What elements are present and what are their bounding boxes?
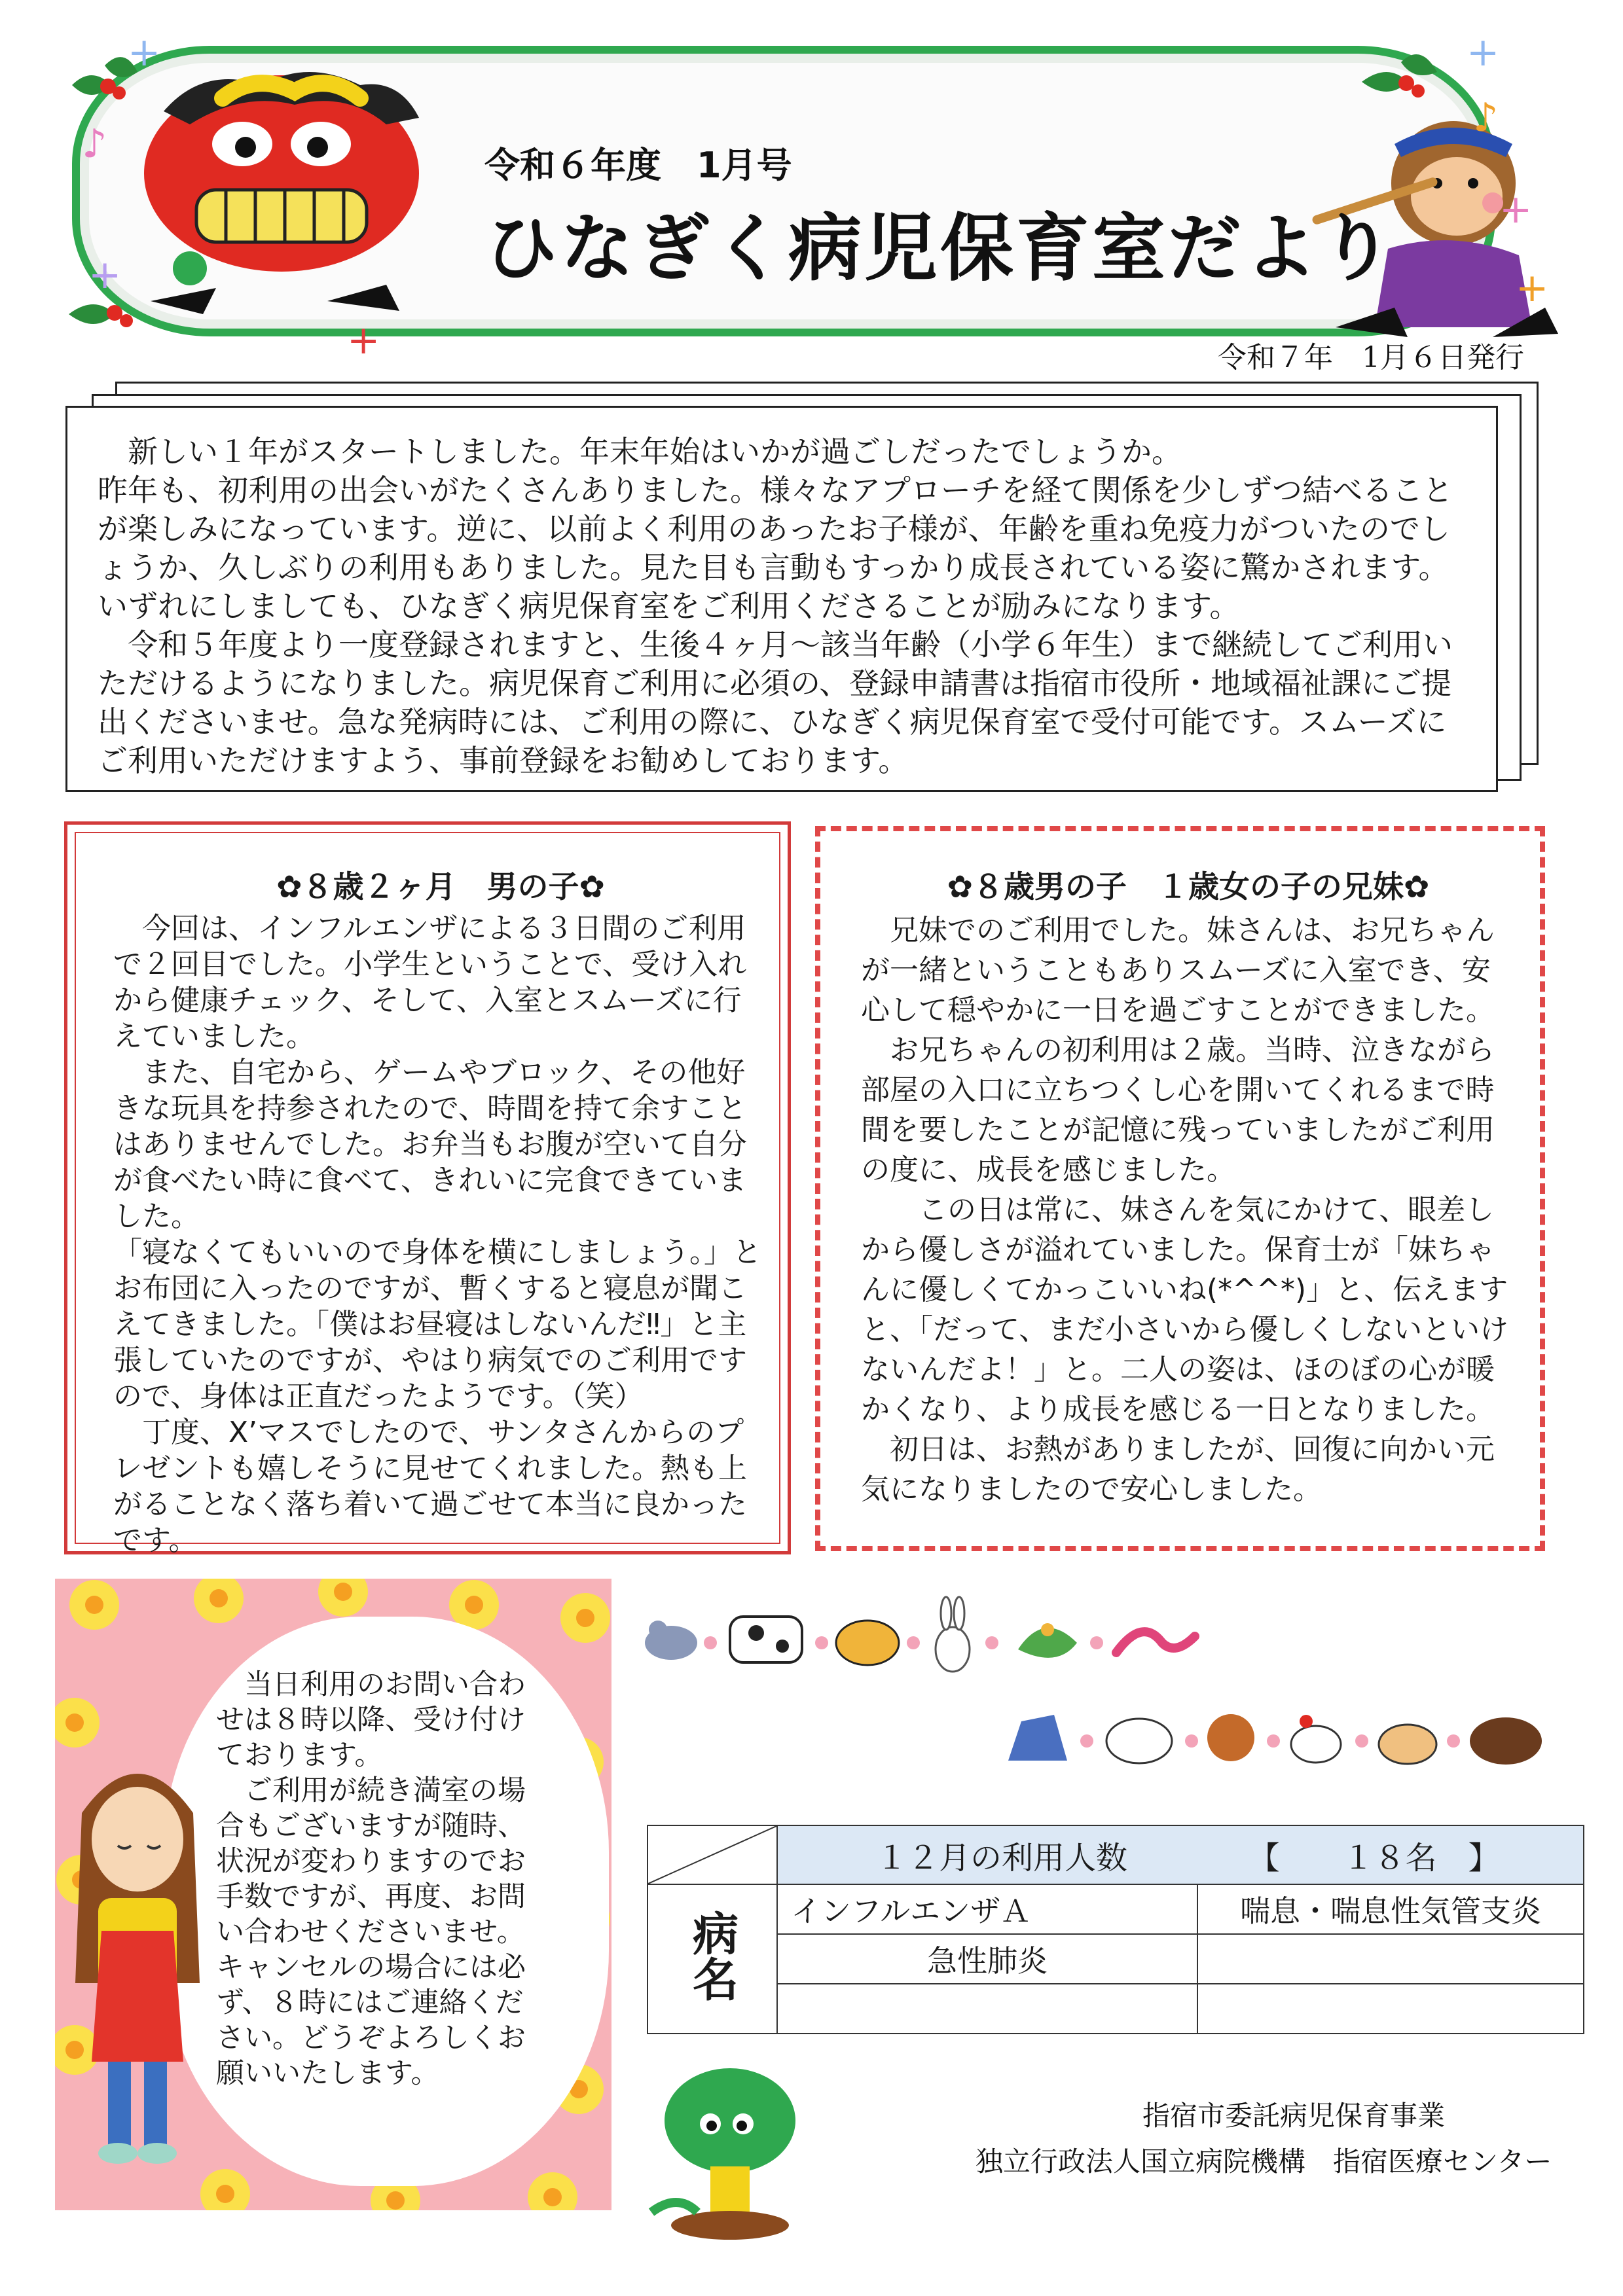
usage-header-cell [777, 1825, 1584, 1884]
intro-box [65, 406, 1498, 792]
notice-paragraph: 当日利用のお問い合わせは８時以降、受け付けております。 [216, 1668, 526, 1772]
zodiac-animals-row-2 [995, 1689, 1597, 1780]
tiger-icon [836, 1621, 899, 1665]
intro-paragraph: 新しい１年がスタートしました。年末年始はいかが過ごしだったでしょうか。 [98, 434, 1182, 469]
story-paragraph: 今回は、インフルエンザによる３日間のご利用で２回目でした。小学生ということで、受け入れから健康チェック、そして、入室とスムーズに行えていました。 [113, 912, 747, 1053]
rat-icon [645, 1621, 697, 1660]
dog-icon [1379, 1725, 1436, 1764]
story-paragraph: お兄ちゃんの初利用は２歳。当時、泣きながら部屋の入口に立ちつくし心を開いてくれるまで時間を要したことが記憶に残っていましたがご利用の度に、成長を感じました。 [861, 1033, 1495, 1187]
horse-icon [1008, 1715, 1067, 1761]
svg-text:+: + [347, 317, 380, 363]
svg-text:♪: ♪ [82, 121, 107, 167]
disease-cell: インフルエンザＡ [777, 1884, 1197, 1934]
disease-header-cell [647, 1884, 777, 2034]
disease-cell [1197, 1984, 1584, 2034]
intro-paragraph: 令和５年度より一度登録されますと、生後４ヶ月～該当年齢（小学６年生）まで継続してご利用いただけるようになりました。病児保育ご利用に必須の、登録申請書は指宿市役所・地域福祉課にご提出くださいませ。急な発病時には、ご利用の際に、ひなぎく病児保育室で受付可能です。スムーズにご利用いただけますよう、事前登録をお勧めしております。 [98, 627, 1453, 778]
svg-text:+: + [1516, 265, 1549, 311]
issue-label: 令和６年度 1月号 [484, 145, 792, 186]
svg-text:+: + [128, 29, 161, 75]
story-left-title: ✿８歳２ヶ月 男の子✿ [276, 869, 605, 905]
disease-cell [777, 1984, 1197, 2034]
story-right-title: ✿８歳男の子 １歳女の子の兄妹✿ [947, 869, 1430, 905]
snake-icon [1116, 1632, 1195, 1653]
disease-cell: 喘息・喘息性気管支炎 [1197, 1884, 1584, 1934]
story-paragraph: 初日は、お熱がありましたが、回復に向かい元気になりましたので安心しました。 [861, 1433, 1495, 1506]
story-paragraph: 兄妹でのご利用でした。妹さんは、お兄ちゃんが一緒ということもありスムーズに入室でき、安心して穏やかに一日を過ごすことができました。 [861, 914, 1495, 1027]
girl-bowing-illustration [62, 1734, 213, 2193]
story-right-box [815, 826, 1545, 1551]
svg-text:+: + [1499, 187, 1533, 232]
footer-line-1: 指宿市委託病児保育事業 [1142, 2100, 1446, 2132]
boar-icon [1470, 1717, 1542, 1765]
story-paragraph: 丁度、X’マスでしたので、サンタさんからのプレゼントも嬉しそうに見せてくれました。熱も上がることなく落ち着いて過ごせて本当に良かったです。 [113, 1416, 747, 1557]
issue-date: 令和７年 1月６日発行 [1218, 341, 1524, 374]
svg-text:+: + [88, 252, 122, 298]
footer-line-2: 独立行政法人国立病院機構 指宿医療センター [976, 2145, 1552, 2178]
svg-text:♪: ♪ [1473, 95, 1499, 141]
disease-header: 病名 [685, 1909, 739, 2001]
story-paragraph: 「寝なくてもいいので身体を横にしましょう。」とお布団に入ったのですが、暫くすると寝息が聞こえてきました。「僕はお昼寝はしないんだ‼」と主張していたのですが、やはり病気でのご利用ですので、身体は正直だったようです。（笑） [113, 1236, 761, 1413]
dragon-icon [1018, 1623, 1077, 1658]
story-paragraph: また、自宅から、ゲームやブロック、その他好きな玩具を持参されたので、時間を持て余すことはありませんでした。お弁当もお腹が空いて自分が食べたい時に食べて、きれいに完食できていました。 [113, 1056, 747, 1233]
usage-table [647, 1825, 1584, 2034]
newsletter-title: ひなぎく病児保育室だより [484, 206, 1396, 291]
rabbit-icon [936, 1597, 970, 1672]
table-corner-cell [647, 1825, 777, 1884]
intro-paragraph: 昨年も、初利用の出会いがたくさんありました。様々なアプローチを経て関係を少しずつ結べることが楽しみになっています。逆に、以前よく利用のあったお子様が、年齢を重ね免疫力がついたのでしょうか、久しぶりの利用もありました。見た目も言動もすっかり成長されている姿に驚かされます。いずれにしましても、ひなぎく病児保育室をご利用くださることが励みになります。 [98, 473, 1453, 624]
disease-cell: 急性肺炎 [777, 1934, 1197, 1984]
notice-paragraph: ご利用が続き満室の場合もございますが随時、状況が変わりますのでお手数ですが、再度、お問い合わせくださいませ。キャンセルの場合には必ず、８時にはご連絡ください。どうぞよろしくお願いいたします。 [216, 1774, 526, 2090]
story-paragraph: この日は常に、妹さんを気にかけて、眼差しから優しさが溢れていました。保育士が「妹ちゃんに優しくてかっこいいね(*^^*)」と、伝えますと、「だって、まだ小さいから優しくしないといけないんだよ！」と。二人の姿は、ほのぼの心が暖かくなり、より成長を感じる一日となりました。 [861, 1193, 1509, 1426]
tree-mascot-illustration [638, 2062, 815, 2245]
monkey-icon [1207, 1714, 1254, 1761]
diagonal-line [648, 1826, 776, 1884]
zodiac-animals-row-1 [638, 1590, 1241, 1682]
notice-text [216, 1667, 537, 2091]
story-left-box [64, 821, 791, 1557]
ox-icon [730, 1617, 802, 1662]
svg-text:+: + [1467, 29, 1500, 75]
disease-cell [1197, 1934, 1584, 1984]
usage-month-label: １２月の利用人数 [876, 1839, 1128, 1876]
sheep-icon [1106, 1719, 1172, 1763]
rooster-icon [1291, 1715, 1341, 1763]
usage-count: 【 １８名 】 [1248, 1839, 1500, 1876]
